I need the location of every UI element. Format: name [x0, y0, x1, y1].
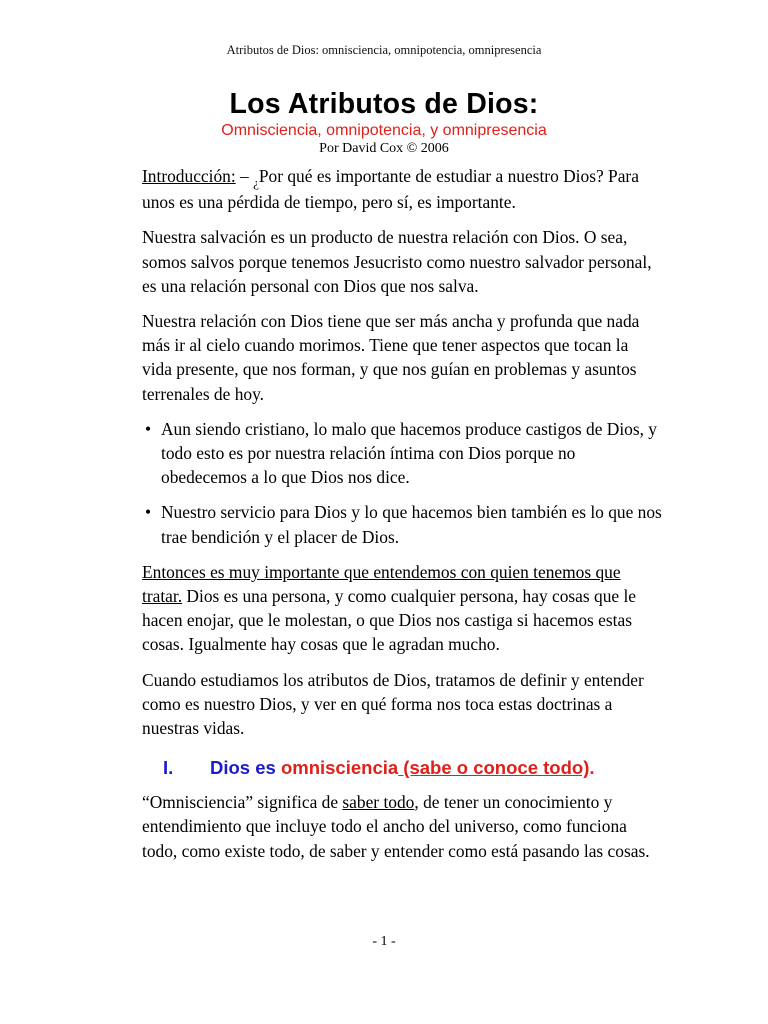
importance-underlined-text: Entonces es muy importante que entendemos con quien tenemos que tratar.	[142, 561, 621, 607]
omniscience-underlined-text: saber todo	[342, 792, 415, 813]
salvation-paragraph: Nuestra salvación es un producto de nuestra relación con Dios. O sea, somos salvos porque tenemos Jesucristo como nuestro salvador personal, es una relación personal con Dios que nos salva.	[142, 227, 652, 296]
relationship-paragraph: Nuestra relación con Dios tiene que ser más ancha y profunda que nada más ir al cielo cuando morimos. Tiene que tener aspectos que tocan la vida presente, que nos forman, y que nos guían en problemas y asuntos terrenales de hoy.	[142, 311, 640, 404]
section-parenthetical: (sabe o conoce todo)	[398, 757, 590, 779]
section-prefix: Dios es	[210, 757, 281, 779]
omniscience-paragraph	[142, 790, 662, 863]
section-term: omnisciencia	[280, 757, 399, 779]
bullet-text: Aun siendo cristiano, lo malo que hacemos produce castigos de Dios, y todo esto es por nuestra relación íntima con Dios porque no obedecemos a lo que Dios nos dice.	[161, 418, 658, 488]
bullet-item	[142, 500, 662, 548]
bullet-dot: •	[145, 418, 152, 439]
page-title: Los Atributos de Dios:	[229, 88, 539, 120]
intro-dash: –	[235, 166, 254, 186]
document-body	[142, 164, 662, 874]
importance-text: Dios es una persona, y como cualquier persona, hay cosas que le hacen enojar, que le molestan, o que Dios nos castiga si hacemos estas cosas. Igualmente hay cosas que le agradan mucho.	[142, 586, 637, 655]
page-subtitle: Omnisciencia, omnipotencia, y omnipresencia	[221, 122, 547, 139]
intro-label: Introducción:	[142, 166, 236, 186]
attributes-paragraph: Cuando estudiamos los atributos de Dios, tratamos de definir y entender como es nuestro Dios, y ver en qué forma nos toca estas doctrinas a nuestras vidas.	[142, 669, 644, 739]
bullet-item	[142, 417, 662, 490]
author-byline: Por David Cox © 2006	[319, 141, 449, 156]
page-number: - 1 -	[372, 934, 396, 949]
importance-paragraph	[142, 560, 662, 657]
section-period: .	[589, 757, 595, 779]
section-heading	[142, 756, 662, 780]
running-header: Atributos de Dios: omnisciencia, omnipotencia, omnipresencia	[226, 43, 542, 57]
bullet-dot: •	[145, 502, 152, 523]
omniscience-text-start: “Omnisciencia” significa de	[142, 792, 343, 813]
bullet-text: Nuestro servicio para Dios y lo que hacemos bien también es lo que nos trae bendición y el placer de Dios.	[161, 502, 662, 547]
intro-text: Por qué es importante de estudiar a nuestro Dios? Para unos es una pérdida de tiempo, pero sí, es importante.	[142, 166, 639, 213]
section-number: I.	[163, 757, 174, 779]
intro-paragraph	[142, 164, 662, 214]
intro-question-mark: ¿	[253, 175, 259, 190]
omniscience-text-end: , de tener un conocimiento y entendimiento que incluye todo el ancho del universo, como funciona todo, como existe todo, de saber y entender como está pasando las cosas.	[142, 792, 650, 861]
